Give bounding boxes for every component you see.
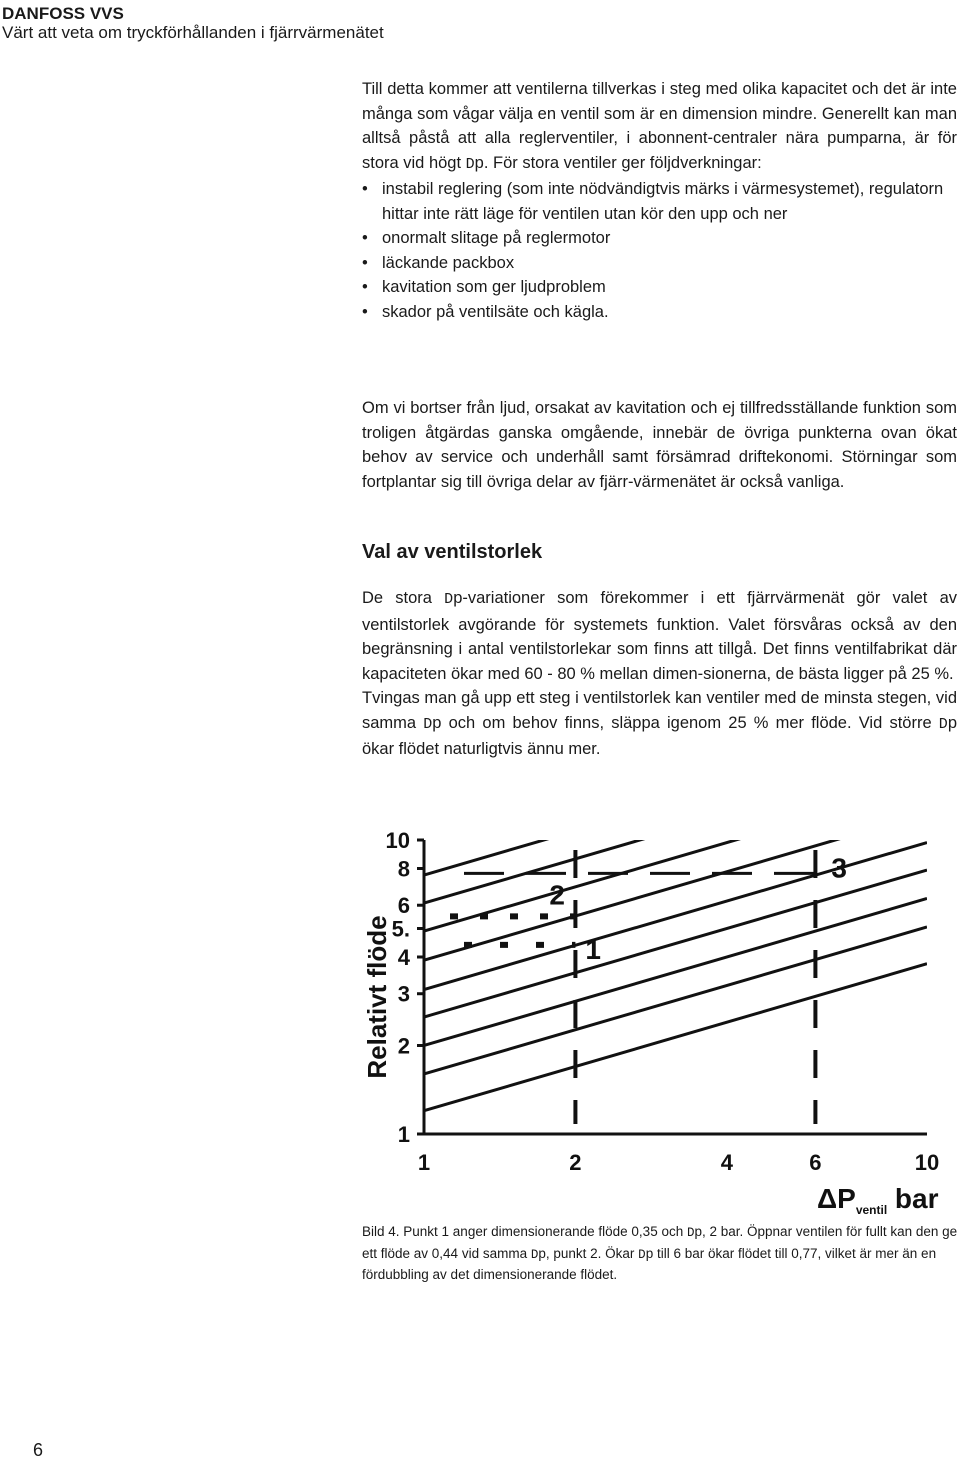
intro-section — [362, 77, 957, 324]
step-text-b: p och om behov finns, släppa igenom 25 % mer flöde. Vid större — [432, 713, 939, 732]
capacity-line — [424, 964, 927, 1111]
intro-paragraph — [362, 77, 957, 177]
list-item: • läckande packbox — [362, 251, 957, 276]
y-tick-label: 3 — [397, 981, 410, 1007]
point-label-3: 3 — [831, 852, 847, 884]
caption-text-b: p, 2 bar. Öppnar ventilen för fullt kan den ge ett flöde av 0,44 vid samma — [362, 1224, 958, 1261]
delta-p-symbol: D — [465, 155, 475, 173]
flow-chart-figure — [362, 826, 960, 1216]
intro-text-a: Till detta kommer att ventilerna tillverkas i steg med olika kapacitet och det är inte många som vågar välja en ventil som är en dimension mindre. Generellt kan man alltså påstå att alla reglerventiler, i abonnent-centraler nära pumparna, är för stora vid högt — [362, 80, 957, 172]
x-axis-title-subscript: ventil — [855, 1203, 888, 1216]
y-tick-label: 2 — [397, 1033, 410, 1059]
delta-p-symbol: D — [444, 591, 454, 608]
y-tick-label: 4 — [397, 944, 410, 970]
step-paragraph — [362, 686, 957, 762]
y-axis-title: Relativt flöde — [362, 915, 392, 1079]
intro-text-b: p. För stora ventiler ger följdverkningar: — [474, 153, 762, 172]
capacity-line — [424, 927, 927, 1074]
caption-text-d: p till 6 bar ökar flödet till 0,77, vilket är mer än en fördubbling av det dimensionerande flödet. — [362, 1245, 937, 1282]
x-axis-title-symbol: ΔP — [817, 1183, 856, 1214]
point-label-1: 1 — [585, 933, 601, 965]
step-text-c: p ökar flödet naturligtvis ännu mer. — [362, 713, 957, 758]
capacity-line — [424, 870, 927, 1017]
x-tick-label: 1 — [417, 1150, 431, 1175]
list-item: • onormalt slitage på reglermotor — [362, 226, 957, 251]
delta-p-symbol: D — [686, 1226, 695, 1240]
capacity-line — [424, 843, 927, 990]
section-heading: Val av ventilstorlek — [362, 541, 543, 563]
x-tick-label: 4 — [720, 1150, 733, 1175]
y-tick-label: 8 — [397, 856, 410, 882]
list-item: • skador på ventilsäte och kägla. — [362, 300, 957, 325]
brand-name: DANFOSS VVS — [2, 4, 124, 23]
maintenance-section — [362, 396, 957, 494]
x-axis-title-unit: bar — [887, 1183, 939, 1214]
page-number: 6 — [33, 1440, 44, 1460]
figure-caption — [362, 1222, 958, 1285]
caption-text-c: p, punkt 2. Ökar — [538, 1245, 639, 1261]
valve-size-section — [362, 540, 957, 762]
delta-p-symbol: D — [938, 715, 948, 733]
effects-list — [362, 177, 957, 324]
delta-p-symbol: D — [423, 715, 433, 733]
list-item: • instabil reglering (som inte nödvändigtvis märks i värmesystemet), regulatorn hittar inte rätt läge för ventilen utan kör den upp och ner — [362, 177, 957, 226]
y-tick-label: 10 — [385, 828, 410, 853]
document-title: Värt att veta om tryckförhållanden i fjärrvärmenätet — [2, 23, 384, 42]
variation-text-a: De stora — [362, 589, 445, 607]
x-tick-label: 10 — [914, 1150, 940, 1175]
caption-text-a: Bild 4. Punkt 1 anger dimensionerande flöde 0,35 och — [362, 1224, 687, 1239]
y-tick-label: 1 — [397, 1122, 410, 1147]
list-item: • kavitation som ger ljudproblem — [362, 275, 957, 300]
maintenance-paragraph: Om vi bortser från ljud, orsakat av kavitation och ej tillfredsställande funktion som troligen åtgärdas ganska omgående, innebär de övriga punkterna ovan ökat behov av service och underhåll samt försämrad driftekonomi. Störningar som fortplantar sig till övriga delar av fjärr-värmenätet är också vanliga. — [362, 399, 957, 491]
page-header — [2, 4, 384, 42]
y-tick-label: 6 — [397, 893, 410, 919]
y-tick-label: 5. — [391, 916, 410, 942]
flow-chart — [362, 826, 960, 1216]
capacity-line — [424, 826, 927, 875]
x-tick-label: 6 — [809, 1150, 822, 1175]
variation-text-b: p-variationer som förekommer i ett fjärrvärmenät gör valet av ventilstorlek avgörande för systemets funktion. Valet försvåras också av den begränsning i antal ventilstorlekar som finns att tillgå. Det finns ventilfabrikat där kapaciteten ökar med 60 - 80 % mellan dimen-sionerna, de bästa ligger på 25 %. — [362, 589, 957, 683]
variation-paragraph — [362, 586, 957, 686]
capacity-line — [424, 898, 927, 1045]
point-label-2: 2 — [549, 879, 565, 911]
x-axis-title — [817, 1183, 939, 1216]
delta-p-symbol: D — [530, 1247, 539, 1262]
delta-p-symbol: D — [638, 1247, 646, 1262]
x-tick-label: 2 — [569, 1150, 582, 1175]
step-text-a: Tvingas man gå upp ett steg i ventilstorlek kan ventiler med de minsta stegen, vid samma — [362, 689, 957, 732]
